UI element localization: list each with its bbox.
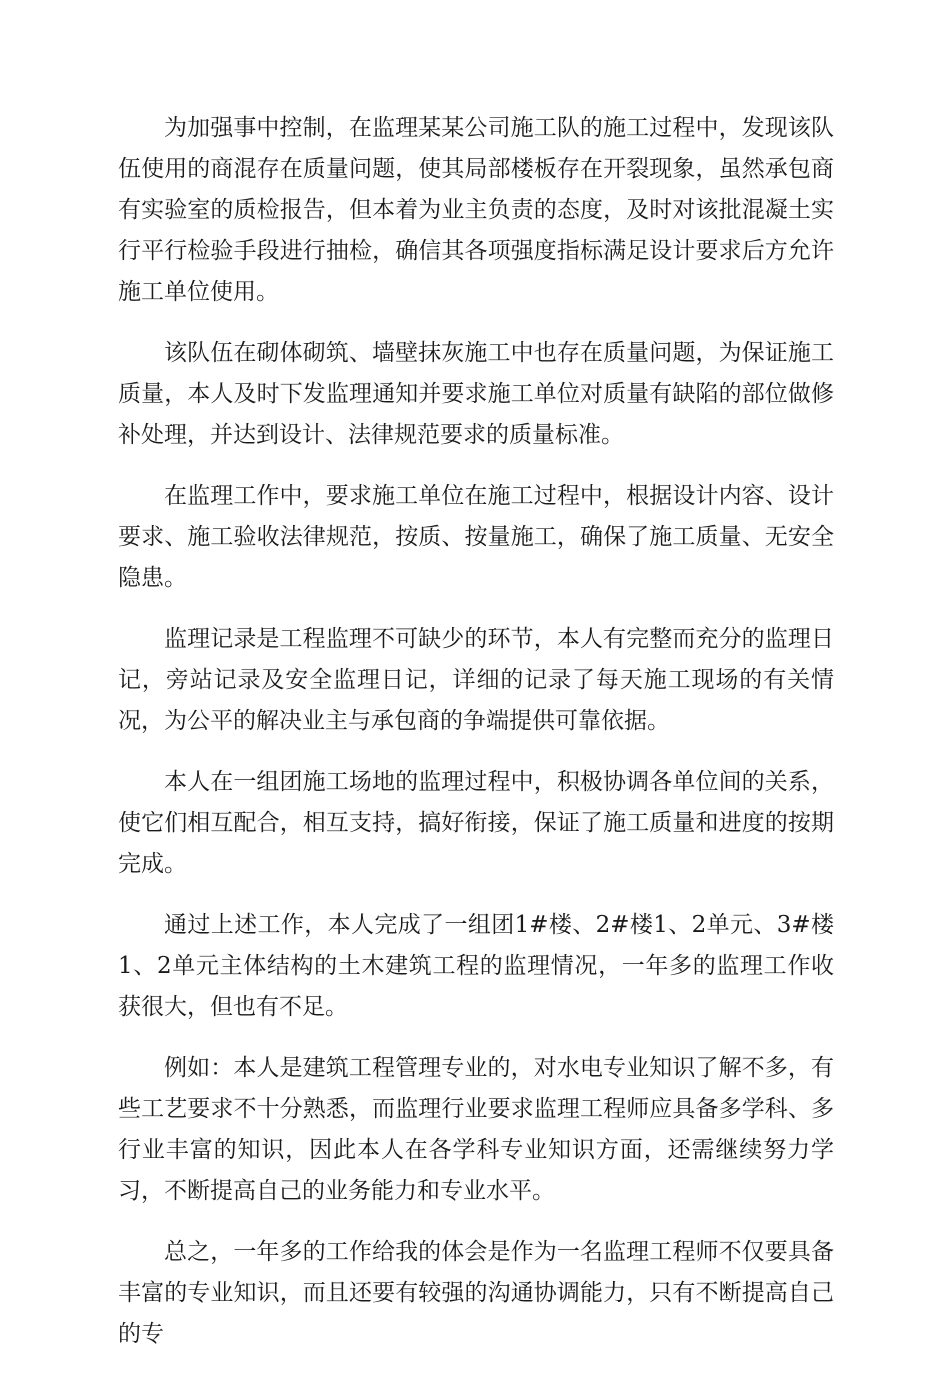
paragraph-coordination: 本人在一组团施工场地的监理过程中，积极协调各单位间的关系，使它们相互配合，相互支持，搞好衔接，保证了施工质量和进度的按期完成。 xyxy=(118,769,834,877)
paragraph-masonry-issues: 该队伍在砌体砌筑、墙壁抹灰施工中也存在质量问题，为保证施工质量，本人及时下发监理通知并要求施工单位对质量有缺陷的部位做修补处理，并达到设计、法律规范要求的质量标准。 xyxy=(118,340,834,448)
document-body xyxy=(118,108,834,1375)
paragraph-summary: 总之，一年多的工作给我的体会是作为一名监理工程师不仅要具备丰富的专业知识，而且还要有较强的沟通协调能力，只有不断提高自己的专 xyxy=(118,1239,834,1347)
paragraph-quality-control: 为加强事中控制，在监理某某公司施工队的施工过程中，发现该队伍使用的商混存在质量问题，使其局部楼板存在开裂现象，虽然承包商有实验室的质检报告，但本着为业主负责的态度，及时对该批混凝土实行平行检验手段进行抽检，确信其各项强度指标满足设计要求后方允许施工单位使用。 xyxy=(118,115,834,305)
paragraph-work-completed: 通过上述工作，本人完成了一组团1#楼、2#楼1、2单元、3#楼1、2单元主体结构的土木建筑工程的监理情况，一年多的监理工作收获很大，但也有不足。 xyxy=(118,912,834,1020)
paragraph-shortcomings: 例如：本人是建筑工程管理专业的，对水电专业知识了解不多，有些工艺要求不十分熟悉，而监理行业要求监理工程师应具备多学科、多行业丰富的知识，因此本人在各学科专业知识方面，还需继续努力学习，不断提高自己的业务能力和专业水平。 xyxy=(118,1055,834,1204)
paragraph-supervision-records: 监理记录是工程监理不可缺少的环节，本人有完整而充分的监理日记，旁站记录及安全监理日记，详细的记录了每天施工现场的有关情况，为公平的解决业主与承包商的争端提供可靠依据。 xyxy=(118,626,834,734)
paragraph-supervision-requirements: 在监理工作中，要求施工单位在施工过程中，根据设计内容、设计要求、施工验收法律规范，按质、按量施工，确保了施工质量、无安全隐患。 xyxy=(118,483,834,591)
